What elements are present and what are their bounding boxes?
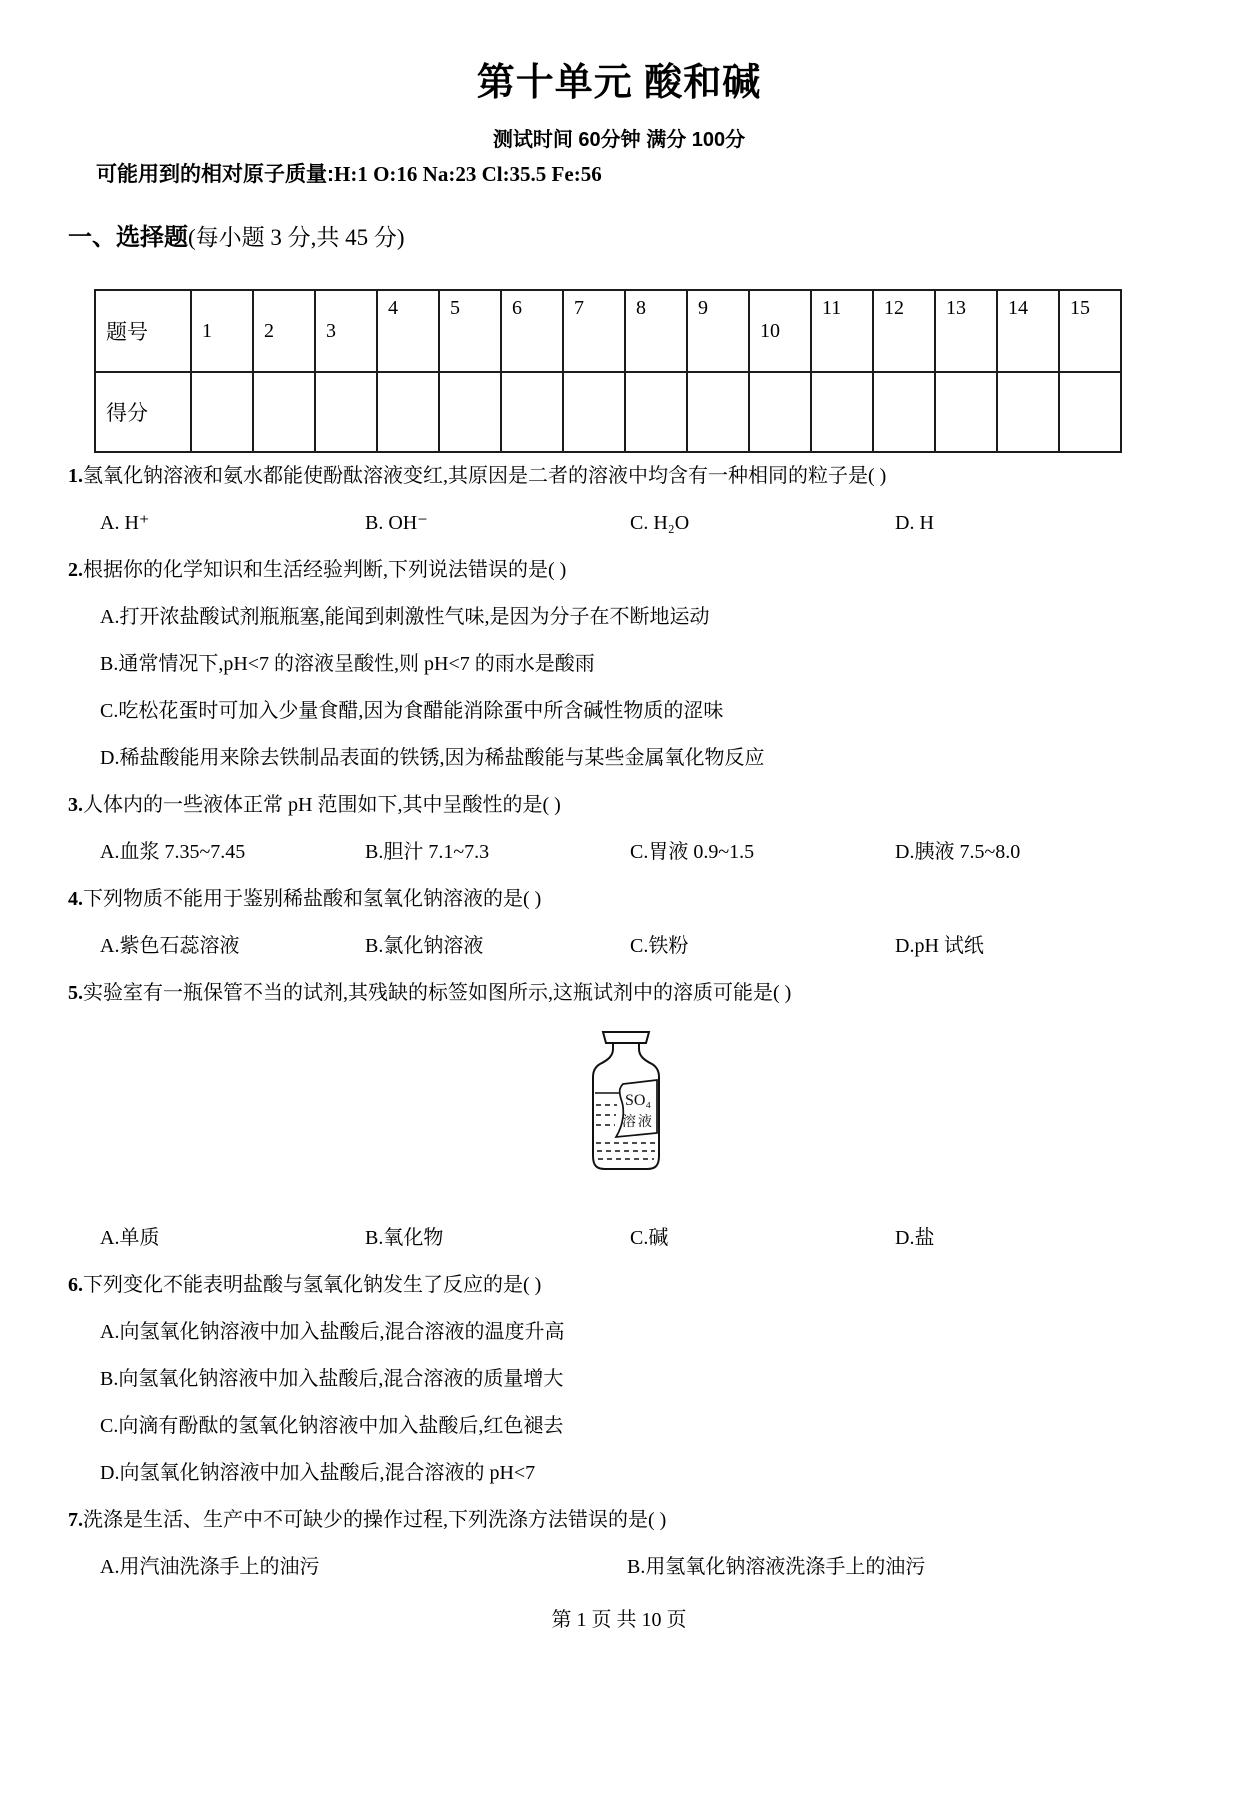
option: D.稀盐酸能用来除去铁制品表面的铁锈,因为稀盐酸能与某些金属氧化物反应 [100,747,765,770]
score-blank-cell [749,372,811,452]
question-number-cell: 15 [1059,290,1121,372]
option: D.向氢氧化钠溶液中加入盐酸后,混合溶液的 pH<7 [100,1462,536,1485]
reagent-bottle-figure [68,1029,1170,1171]
question-3-stem: 3.人体内的一些液体正常 pH 范围如下,其中呈酸性的是( ) [68,794,561,817]
question-3-options [100,841,1170,863]
question-number-cell: 5 [439,290,501,372]
option: A.用汽油洗涤手上的油污 [100,1556,320,1579]
page-footer: 第 1 页 共 10 页 [551,1609,687,1632]
score-blank-cell [935,372,997,452]
option: D.盐 [895,1227,935,1250]
option: A.血浆 7.35~7.45 [100,841,246,864]
question-number-cell: 12 [873,290,935,372]
score-table-number-row [95,290,1121,372]
question-number-cell: 3 [315,290,377,372]
bottle-label-text: 溶液 [622,1115,654,1131]
option: C. H₂O [630,512,690,535]
score-blank-cell [873,372,935,452]
question-number-cell: 10 [749,290,811,372]
score-blank-cell [997,372,1059,452]
question-5-options [100,1227,1170,1249]
score-blank-cell [625,372,687,452]
option: D.pH 试纸 [895,935,984,958]
page-title: 第十单元 酸和碱 [476,62,762,104]
bottle-label-formula: SO₄ [624,1092,652,1110]
score-blank-cell [563,372,625,452]
question-number-cell: 4 [377,290,439,372]
option: A. H⁺ [100,512,150,535]
question-1-options [100,512,1170,534]
atomic-mass-label: 可能用到的相对原子质量: [96,162,334,186]
option: A.打开浓盐酸试剂瓶瓶塞,能闻到刺激性气味,是因为分子在不断地运动 [100,606,710,629]
option: C.吃松花蛋时可加入少量食醋,因为食醋能消除蛋中所含碱性物质的涩味 [100,700,724,723]
score-blank-cell [377,372,439,452]
question-4-options [100,935,1170,957]
question-number-cell: 1 [191,290,253,372]
score-table [94,289,1122,453]
option: A.向氢氧化钠溶液中加入盐酸后,混合溶液的温度升高 [100,1321,565,1344]
option: C.胃液 0.9~1.5 [630,841,755,864]
atomic-mass-values: H:1 O:16 Na:23 Cl:35.5 Fe:56 [334,161,602,186]
question-number-cell: 9 [687,290,749,372]
section-heading [68,223,1170,253]
question-4-stem: 4.下列物质不能用于鉴别稀盐酸和氢氧化钠溶液的是( ) [68,888,542,911]
option: C.铁粉 [630,935,689,958]
page-subtitle: 测试时间 60分钟 满分 100分 [492,128,746,151]
score-blank-cell [191,372,253,452]
score-blank-cell [1059,372,1121,452]
question-2-stem: 2.根据你的化学知识和生活经验判断,下列说法错误的是( ) [68,559,567,582]
question-number-cell: 6 [501,290,563,372]
option: B.用氢氧化钠溶液洗涤手上的油污 [627,1556,926,1579]
option: B.通常情况下,pH<7 的溶液呈酸性,则 pH<7 的雨水是酸雨 [100,653,595,676]
question-number-cell: 11 [811,290,873,372]
atomic-mass-line [96,162,1170,187]
question-number-cell: 14 [997,290,1059,372]
score-blank-cell [439,372,501,452]
question-number-cell: 8 [625,290,687,372]
option: B.向氢氧化钠溶液中加入盐酸后,混合溶液的质量增大 [100,1368,564,1391]
option: C.碱 [630,1227,669,1250]
question-7-options [100,1556,1170,1578]
section-heading-note: (每小题 3 分,共 45 分) [188,225,405,251]
score-blank-cell [315,372,377,452]
test-paper-page [0,64,1240,1632]
option: D. H [895,512,934,535]
option: A.紫色石蕊溶液 [100,935,240,958]
question-1-stem: 1.氢氧化钠溶液和氨水都能使酚酞溶液变红,其原因是二者的溶液中均含有一种相同的粒子是( ) [68,465,887,488]
score-blank-cell [253,372,315,452]
score-blank-cell [687,372,749,452]
option: C.向滴有酚酞的氢氧化钠溶液中加入盐酸后,红色褪去 [100,1415,564,1438]
question-number-cell: 7 [563,290,625,372]
score-blank-cell [811,372,873,452]
question-number-cell: 2 [253,290,315,372]
score-table-score-cell: 得分 [95,372,191,452]
question-5-stem: 5.实验室有一瓶保管不当的试剂,其残缺的标签如图所示,这瓶试剂中的溶质可能是( ) [68,982,792,1005]
option: B.氯化钠溶液 [365,935,484,958]
option: B.胆汁 7.1~7.3 [365,841,490,864]
section-heading-title: 一、选择题 [68,224,188,252]
question-7-stem: 7.洗涤是生活、生产中不可缺少的操作过程,下列洗涤方法错误的是( ) [68,1509,667,1532]
reagent-bottle-icon [580,1029,672,1171]
question-number-cell: 13 [935,290,997,372]
option: B.氧化物 [365,1227,444,1250]
score-table-header-cell: 题号 [95,290,191,372]
question-6-stem: 6.下列变化不能表明盐酸与氢氧化钠发生了反应的是( ) [68,1274,542,1297]
option: D.胰液 7.5~8.0 [895,841,1021,864]
option: A.单质 [100,1227,160,1250]
option: B. OH⁻ [365,512,428,535]
score-blank-cell [501,372,563,452]
score-table-score-row [95,372,1121,452]
